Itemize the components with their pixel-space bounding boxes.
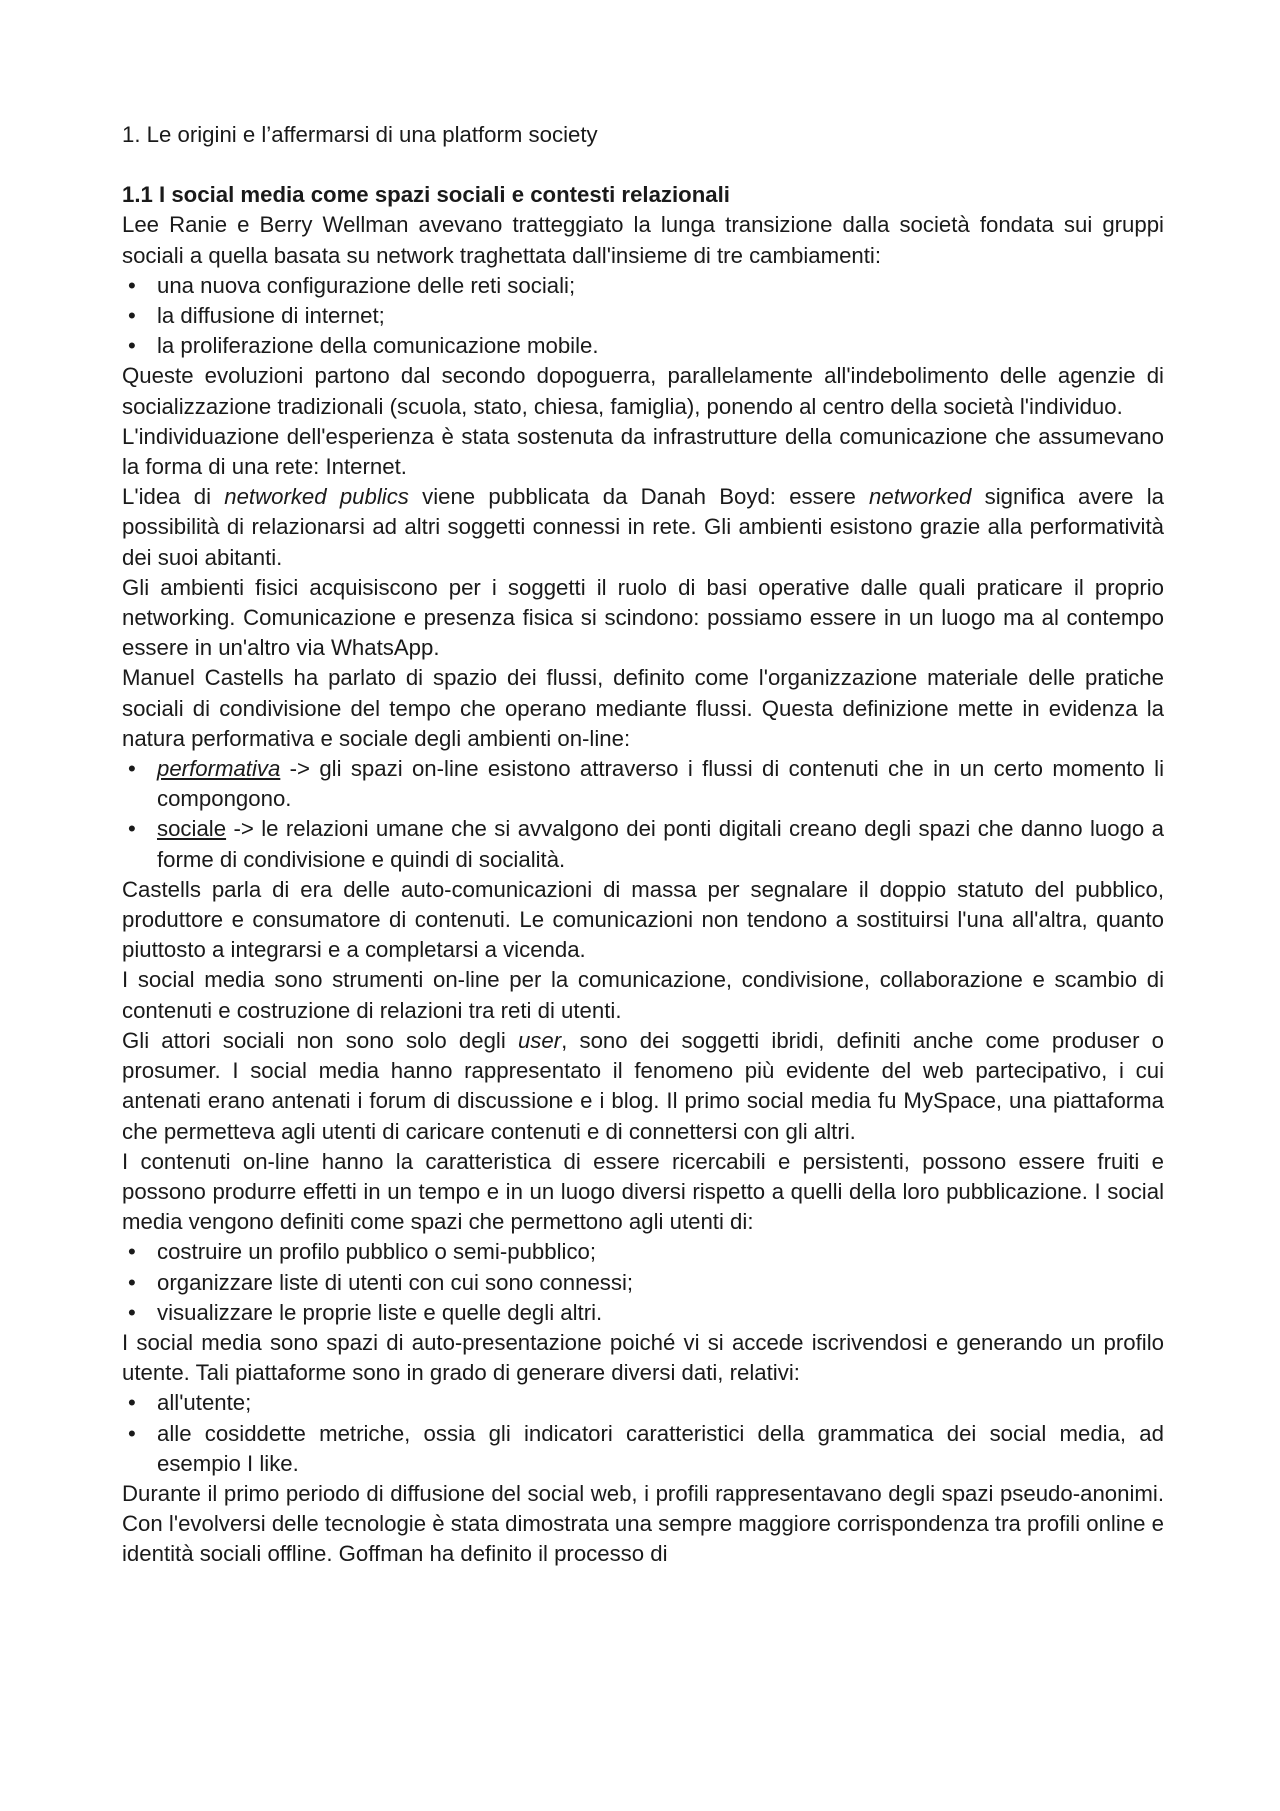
list-item-text: la proliferazione della comunicazione mobile. (157, 333, 599, 359)
underlined-term: performativa (157, 756, 281, 782)
bullet-marker: • (128, 272, 136, 298)
bullet-marker: • (128, 1269, 136, 1295)
bullet-marker: • (128, 1420, 136, 1446)
bullet-marker: • (128, 1299, 136, 1325)
bullet-marker: • (128, 1390, 136, 1416)
list-item-text: all'utente; (157, 1390, 252, 1416)
paragraph (122, 1026, 1164, 1147)
list-item (122, 814, 1164, 874)
list-item-text: una nuova configurazione delle reti sociali; (157, 272, 576, 298)
list-item (122, 271, 1164, 301)
text-run: , sono dei soggetti ibridi, definiti anche come produser o prosumer. I social media hanno rappresentato il fenomeno più evidente del web partecipativo, i cui antenati erano antenati i forum di discussione e i blog. Il primo social media fu MySpace, una piattaforma che permetteva agli utenti di caricare contenuti e di connettersi con gli altri. (122, 1027, 1164, 1144)
paragraph: I social media sono spazi di auto-presentazione poiché vi si accede iscrivendosi e generando un profilo utente. Tali piattaforme sono in grado di generare diversi dati, relativi: (122, 1329, 1164, 1386)
list-item-text: visualizzare le proprie liste e quelle degli altri. (157, 1299, 603, 1325)
bullet-list (122, 271, 1164, 362)
list-item (122, 1388, 1164, 1418)
chapter-heading: 1. Le origini e l’affermarsi di una platform society (122, 122, 598, 147)
paragraph: Manuel Castells ha parlato di spazio dei flussi, definito come l'organizzazione materiale delle pratiche sociali di condivisione del tempo che operano mediante flussi. Questa definizione mette in evidenza la natura performativa e sociale degli ambienti on-line: (122, 665, 1164, 751)
paragraph: I social media sono strumenti on-line per la comunicazione, condivisione, collaborazione e scambio di contenuti e costruzione di relazioni tra reti di utenti. (122, 967, 1164, 1023)
bullet-list (122, 754, 1164, 875)
paragraph: I contenuti on-line hanno la caratteristica di essere ricercabili e persistenti, possono essere fruiti e possono produrre effetti in un tempo e in un luogo diversi rispetto a quelli della loro pubblicazione. I social media vengono definiti come spazi che permettono agli utenti di: (122, 1148, 1164, 1235)
paragraph: Lee Ranie e Berry Wellman avevano tratteggiato la lunga transizione dalla società fondata sui gruppi sociali a quella basata su network traghettata dall'insieme di tre cambiamenti: (122, 212, 1164, 268)
italic-term: networked (869, 484, 972, 510)
list-item (122, 1237, 1164, 1267)
list-item-text: -> le relazioni umane che si avvalgono dei ponti digitali creano degli spazi che danno luogo a forme di condivisione e quindi di socialità. (157, 816, 1164, 872)
text-run: viene pubblicata da Danah Boyd: essere (408, 484, 870, 510)
list-item-text: alle cosiddette metriche, ossia gli indicatori caratteristici della grammatica dei social media, ad esempio I like. (157, 1420, 1164, 1476)
list-item (122, 1298, 1164, 1328)
list-item-text: costruire un profilo pubblico o semi-pubblico; (157, 1239, 597, 1265)
bullet-marker: • (128, 1239, 136, 1265)
paragraph: Castells parla di era delle auto-comunicazioni di massa per segnalare il doppio statuto del pubblico, produttore e consumatore di contenuti. Le comunicazioni non tendono a sostituirsi l'una all'altra, quanto piuttosto a integrarsi e a completarsi a vicenda. (122, 876, 1164, 963)
italic-term: user (517, 1027, 562, 1053)
list-item (122, 1268, 1164, 1298)
italic-term: networked publics (224, 484, 409, 510)
bullet-marker: • (128, 756, 136, 782)
text-run: Gli attori sociali non sono solo degli (122, 1027, 518, 1053)
underlined-term: sociale (157, 816, 227, 842)
document-page (122, 120, 1164, 1570)
list-item (122, 301, 1164, 331)
text-run: significa avere la possibilità di relazionarsi ad altri soggetti connessi in rete. Gli ambienti esistono grazie alla performatività dei suoi abitanti. (122, 484, 1164, 570)
bullet-list (122, 1388, 1164, 1479)
paragraph (122, 482, 1164, 573)
bullet-list (122, 1237, 1164, 1328)
list-item-text: -> gli spazi on-line esistono attraverso i flussi di contenuti che in un certo momento li compongono. (157, 756, 1164, 812)
text-run: L'idea di (122, 484, 225, 510)
paragraph: Queste evoluzioni partono dal secondo dopoguerra, parallelamente all'indebolimento delle agenzie di socializzazione tradizionali (scuola, stato, chiesa, famiglia), ponendo al centro della società l'individuo. (122, 363, 1164, 419)
bullet-marker: • (128, 333, 136, 359)
paragraph: Durante il primo periodo di diffusione del social web, i profili rappresentavano degli spazi pseudo-anonimi. Con l'evolversi delle tecnologie è stata dimostrata una sempre maggiore corrispondenza tra profili online e identità sociali offline. Goffman ha definito il processo di (122, 1480, 1164, 1567)
list-item (122, 754, 1164, 814)
list-item-text: organizzare liste di utenti con cui sono connessi; (157, 1269, 634, 1295)
list-item (122, 1419, 1164, 1479)
section-title: 1.1 I social media come spazi sociali e contesti relazionali (122, 182, 730, 208)
list-item (122, 331, 1164, 361)
paragraph: L'individuazione dell'esperienza è stata sostenuta da infrastrutture della comunicazione che assumevano la forma di una rete: Internet. (122, 423, 1164, 480)
bullet-marker: • (128, 303, 136, 329)
list-item-text: la diffusione di internet; (157, 303, 385, 329)
paragraph: Gli ambienti fisici acquisiscono per i soggetti il ruolo di basi operative dalle quali praticare il proprio networking. Comunicazione e presenza fisica si scindono: possiamo essere in un luogo ma al contempo essere in un'altro via WhatsApp. (122, 574, 1164, 661)
bullet-marker: • (128, 816, 136, 842)
